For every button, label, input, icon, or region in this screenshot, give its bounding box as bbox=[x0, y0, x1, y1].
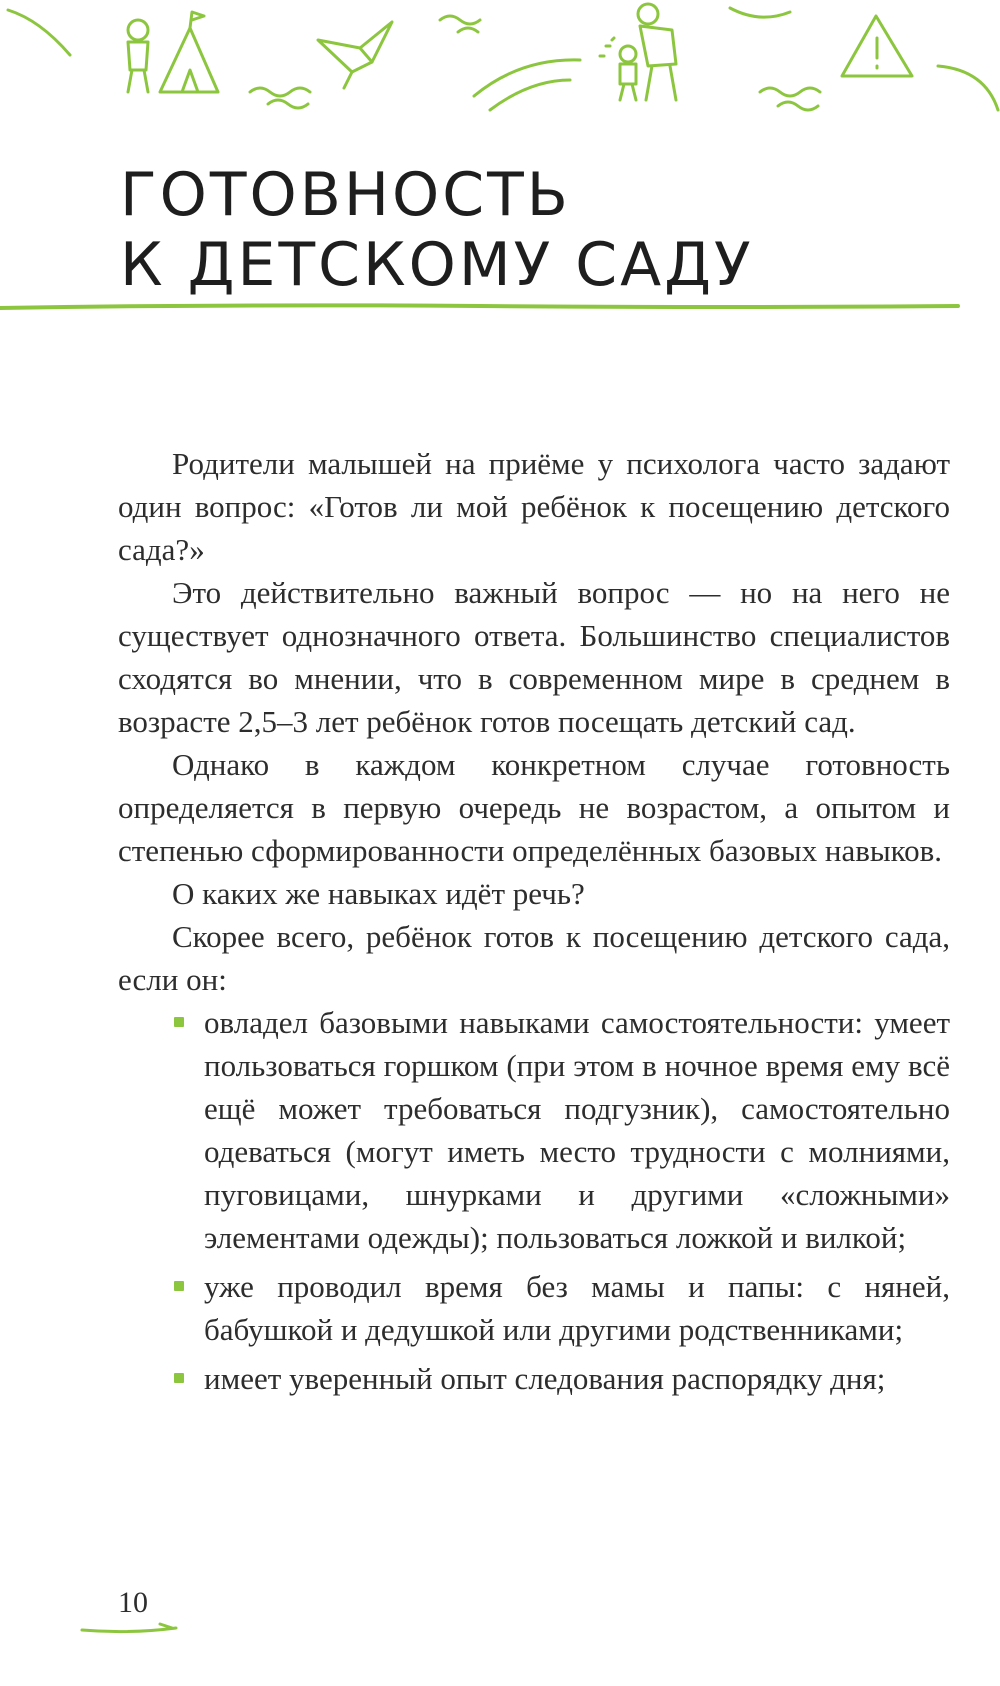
wave-icon bbox=[250, 88, 310, 96]
title-underline bbox=[0, 300, 960, 314]
arc-icon bbox=[8, 10, 70, 55]
wave-icon bbox=[268, 100, 308, 108]
arc-icon bbox=[938, 66, 998, 110]
bullet-square-icon bbox=[174, 1373, 184, 1383]
parent-with-child-icon bbox=[600, 4, 676, 100]
header-decorations bbox=[0, 0, 1000, 130]
paragraph: Скорее всего, ребёнок готов к посещению детского сада, если он: bbox=[118, 919, 950, 997]
paragraph: Родители малышей на приёме у психолога часто задают один вопрос: «Готов ли мой ребёнок к посещению детского сада?» bbox=[118, 446, 950, 567]
warning-sign-icon bbox=[842, 16, 912, 76]
body-text bbox=[118, 442, 950, 1400]
arc-icon bbox=[474, 60, 580, 96]
paragraph: О каких же навыках идёт речь? bbox=[172, 876, 585, 911]
wave-icon bbox=[760, 88, 820, 96]
arc-icon bbox=[490, 80, 570, 110]
arc-icon bbox=[730, 8, 790, 17]
page-title bbox=[120, 160, 960, 300]
list-item-text: имеет уверенный опыт следования распорядку дня; bbox=[204, 1361, 886, 1396]
page-number: 10 bbox=[118, 1586, 148, 1619]
list-item-text: уже проводил время без мамы и папы: с няней, бабушкой и дедушкой или другими родственниками; bbox=[204, 1269, 950, 1347]
child-with-tent-icon bbox=[128, 12, 218, 92]
bullet-square-icon bbox=[174, 1281, 184, 1291]
title-line-2: К ДЕТСКОМУ САДУ bbox=[120, 230, 754, 300]
paragraph: Однако в каждом конкретном случае готовность определяется в первую очередь не возрастом, а опытом и степенью сформированности определённых базовых навыков. bbox=[118, 747, 950, 868]
list-item bbox=[204, 1265, 950, 1351]
origami-bird-icon bbox=[318, 22, 392, 88]
title-line-1: ГОТОВНОСТЬ bbox=[120, 160, 571, 230]
list-item-text: овладел базовыми навыками самостоятельности: умеет пользоваться горшком (при этом в ночное время ему всё ещё может требоваться подгузник), самостоятельно одеваться (могут иметь место трудности с молниями, пуговицами, шнурками и другими «сложными» элементами одежды); пользоваться ложкой и вилкой; bbox=[204, 1005, 950, 1255]
wave-icon bbox=[778, 102, 818, 110]
page-number-underline bbox=[80, 1620, 180, 1636]
wave-icon bbox=[458, 28, 478, 32]
wave-icon bbox=[440, 16, 480, 24]
list-item bbox=[204, 1357, 950, 1400]
bullet-list bbox=[118, 1001, 950, 1400]
bullet-square-icon bbox=[174, 1017, 184, 1027]
paragraph: Это действительно важный вопрос — но на него не существует однозначного ответа. Большинство специалистов сходятся во мнении, что в современном мире в среднем в возрасте 2,5–3 лет ребёнок готов посещать детский сад. bbox=[118, 575, 950, 739]
list-item bbox=[204, 1001, 950, 1259]
